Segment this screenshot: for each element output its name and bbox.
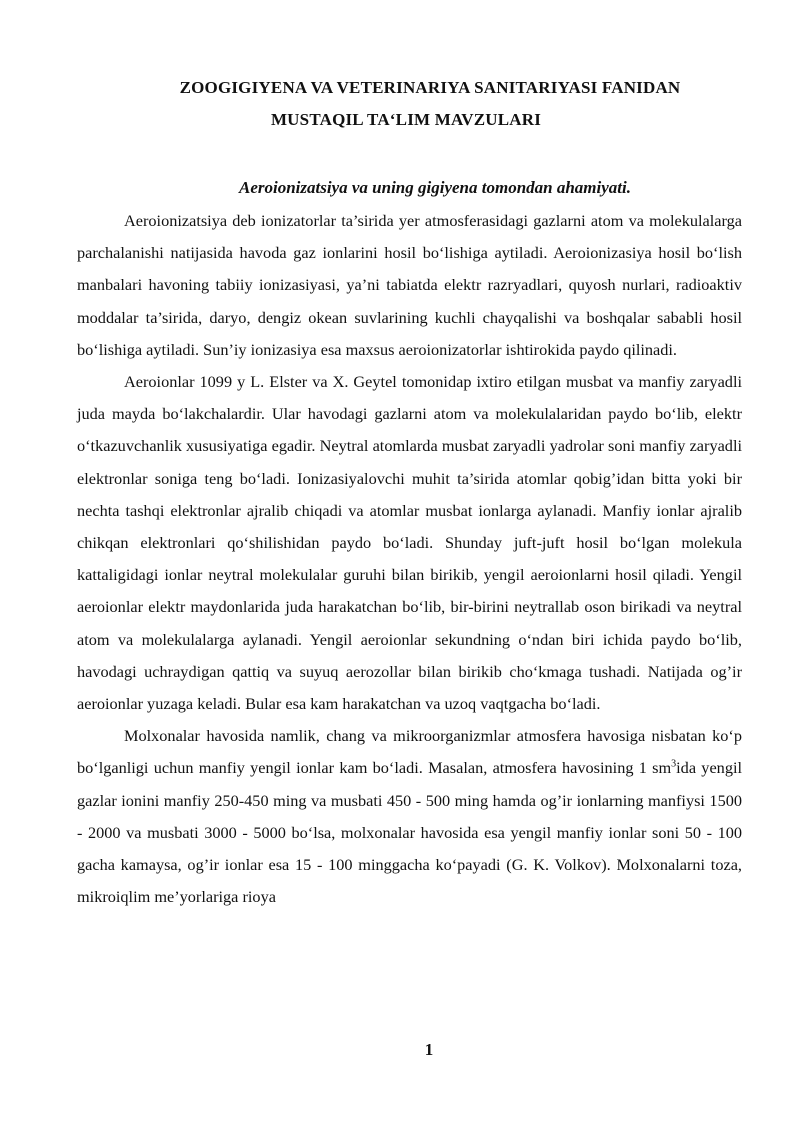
document-title-line-2: MUSTAQIL TA‘LIM MAVZULARI — [270, 110, 542, 129]
paragraph-2: Aeroionlar 1099 y L. Elster va X. Geytel tomonidap ixtiro etilgan musbat va manfiy zaryadli juda mayda bo‘lakchalardir. Ular havodagi gazlarni atom va molekulalaridan paydo bo‘lib, elektr o‘tkazuvchanlik xususiyatiga egadir. Neytral atomlarda musbat zaryadli yadrolar soni manfiy zaryadli elektronlar soniga teng bo‘ladi. Ionizasiyalovchi muhit ta’sirida atomlar qobig’idan bitta yoki bir nechta tashqi elektronlar ajralib chiqadi va atomlar musbat ionlarga aylanadi. Manfiy ionlar ajralib chikqan elektronlari qo‘shilishidan paydo bo‘ladi. Shunday juft-juft hosil bo‘lgan molekula kattaligidagi ionlar neytral molekulalar guruhi bilan birikib, yengil aeroionlarni hosil qiladi. Yengil aeroionlar elektr maydonlarida juda harakatchan bo‘lib, bir-birini neytrallab oson birikadi va neytral atom va molekulalarga aylanadi. Yengil aeroionlar sekundning o‘ndan biri ichida paydo bo‘lib, havodagi uchraydigan qattiq va suyuq aerozollar bilan birikib cho‘kmaga tushadi. Natijada og’ir aeroionlar yuzaga keladi. Bular esa kam harakatchan va uzoq vaqtgacha bo‘ladi. — [77, 372, 742, 714]
superscript-3: 3 — [671, 759, 677, 771]
paragraph-1: Aeroionizatsiya deb ionizatorlar ta’sirida yer atmosferasidagi gazlarni atom va molekulalarga parchalanishi natijasida havoda gaz ionlarini hosil bo‘lishiga aytiladi. Aeroionizasiya hosil bo‘lish manbalari havoning tabiiy ionizasiyasi, ya’ni tabiatda elektr razryadlari, quyosh nurlari, radioaktiv moddalar ta’sirida, daryo, dengiz okean suvlarining kuchli chayqalishi va boshqalar sababli hosil bo‘lishiga aytiladi. Sun’iy ionizasiya esa maxsus aeroionizatorlar ishtirokida paydo qilinadi. — [77, 211, 742, 359]
paragraph-3-start: Molxonalar havosida namlik, chang va mikroorganizmlar atmosfera havosiga nisbatan ko‘p bo‘lganligi uchun manfiy yengil ionlar kam bo‘ladi. Masalan, atmosfera havosining 1 sm — [77, 726, 742, 778]
page-number: 1 — [424, 1040, 434, 1059]
paragraph-3-rest: ida yengil gazlar ionini manfiy 250-450 ming va musbati 450 - 500 ming hamda og’ir ionlarning manfiysi 1500 - 2000 va musbati 3000 - 5000 bo‘lsa, molxonalar havosida esa yengil manfiy ionlar soni 50 - 100 gacha kamaysa, og’ir ionlar esa 15 - 100 minggacha ko‘payadi (G. K. Volkov). Molxonalarni toza, mikroiqlim me’yorlariga rioya — [77, 758, 743, 907]
paragraph-3 — [77, 720, 742, 913]
section-heading: Aeroionizatsiya va uning gigiyena tomondan ahamiyati. — [239, 178, 631, 197]
document-body — [77, 205, 742, 913]
document-title-line-1: ZOOGIGIYENA VA VETERINARIYA SANITARIYASI FANIDAN — [179, 78, 681, 97]
